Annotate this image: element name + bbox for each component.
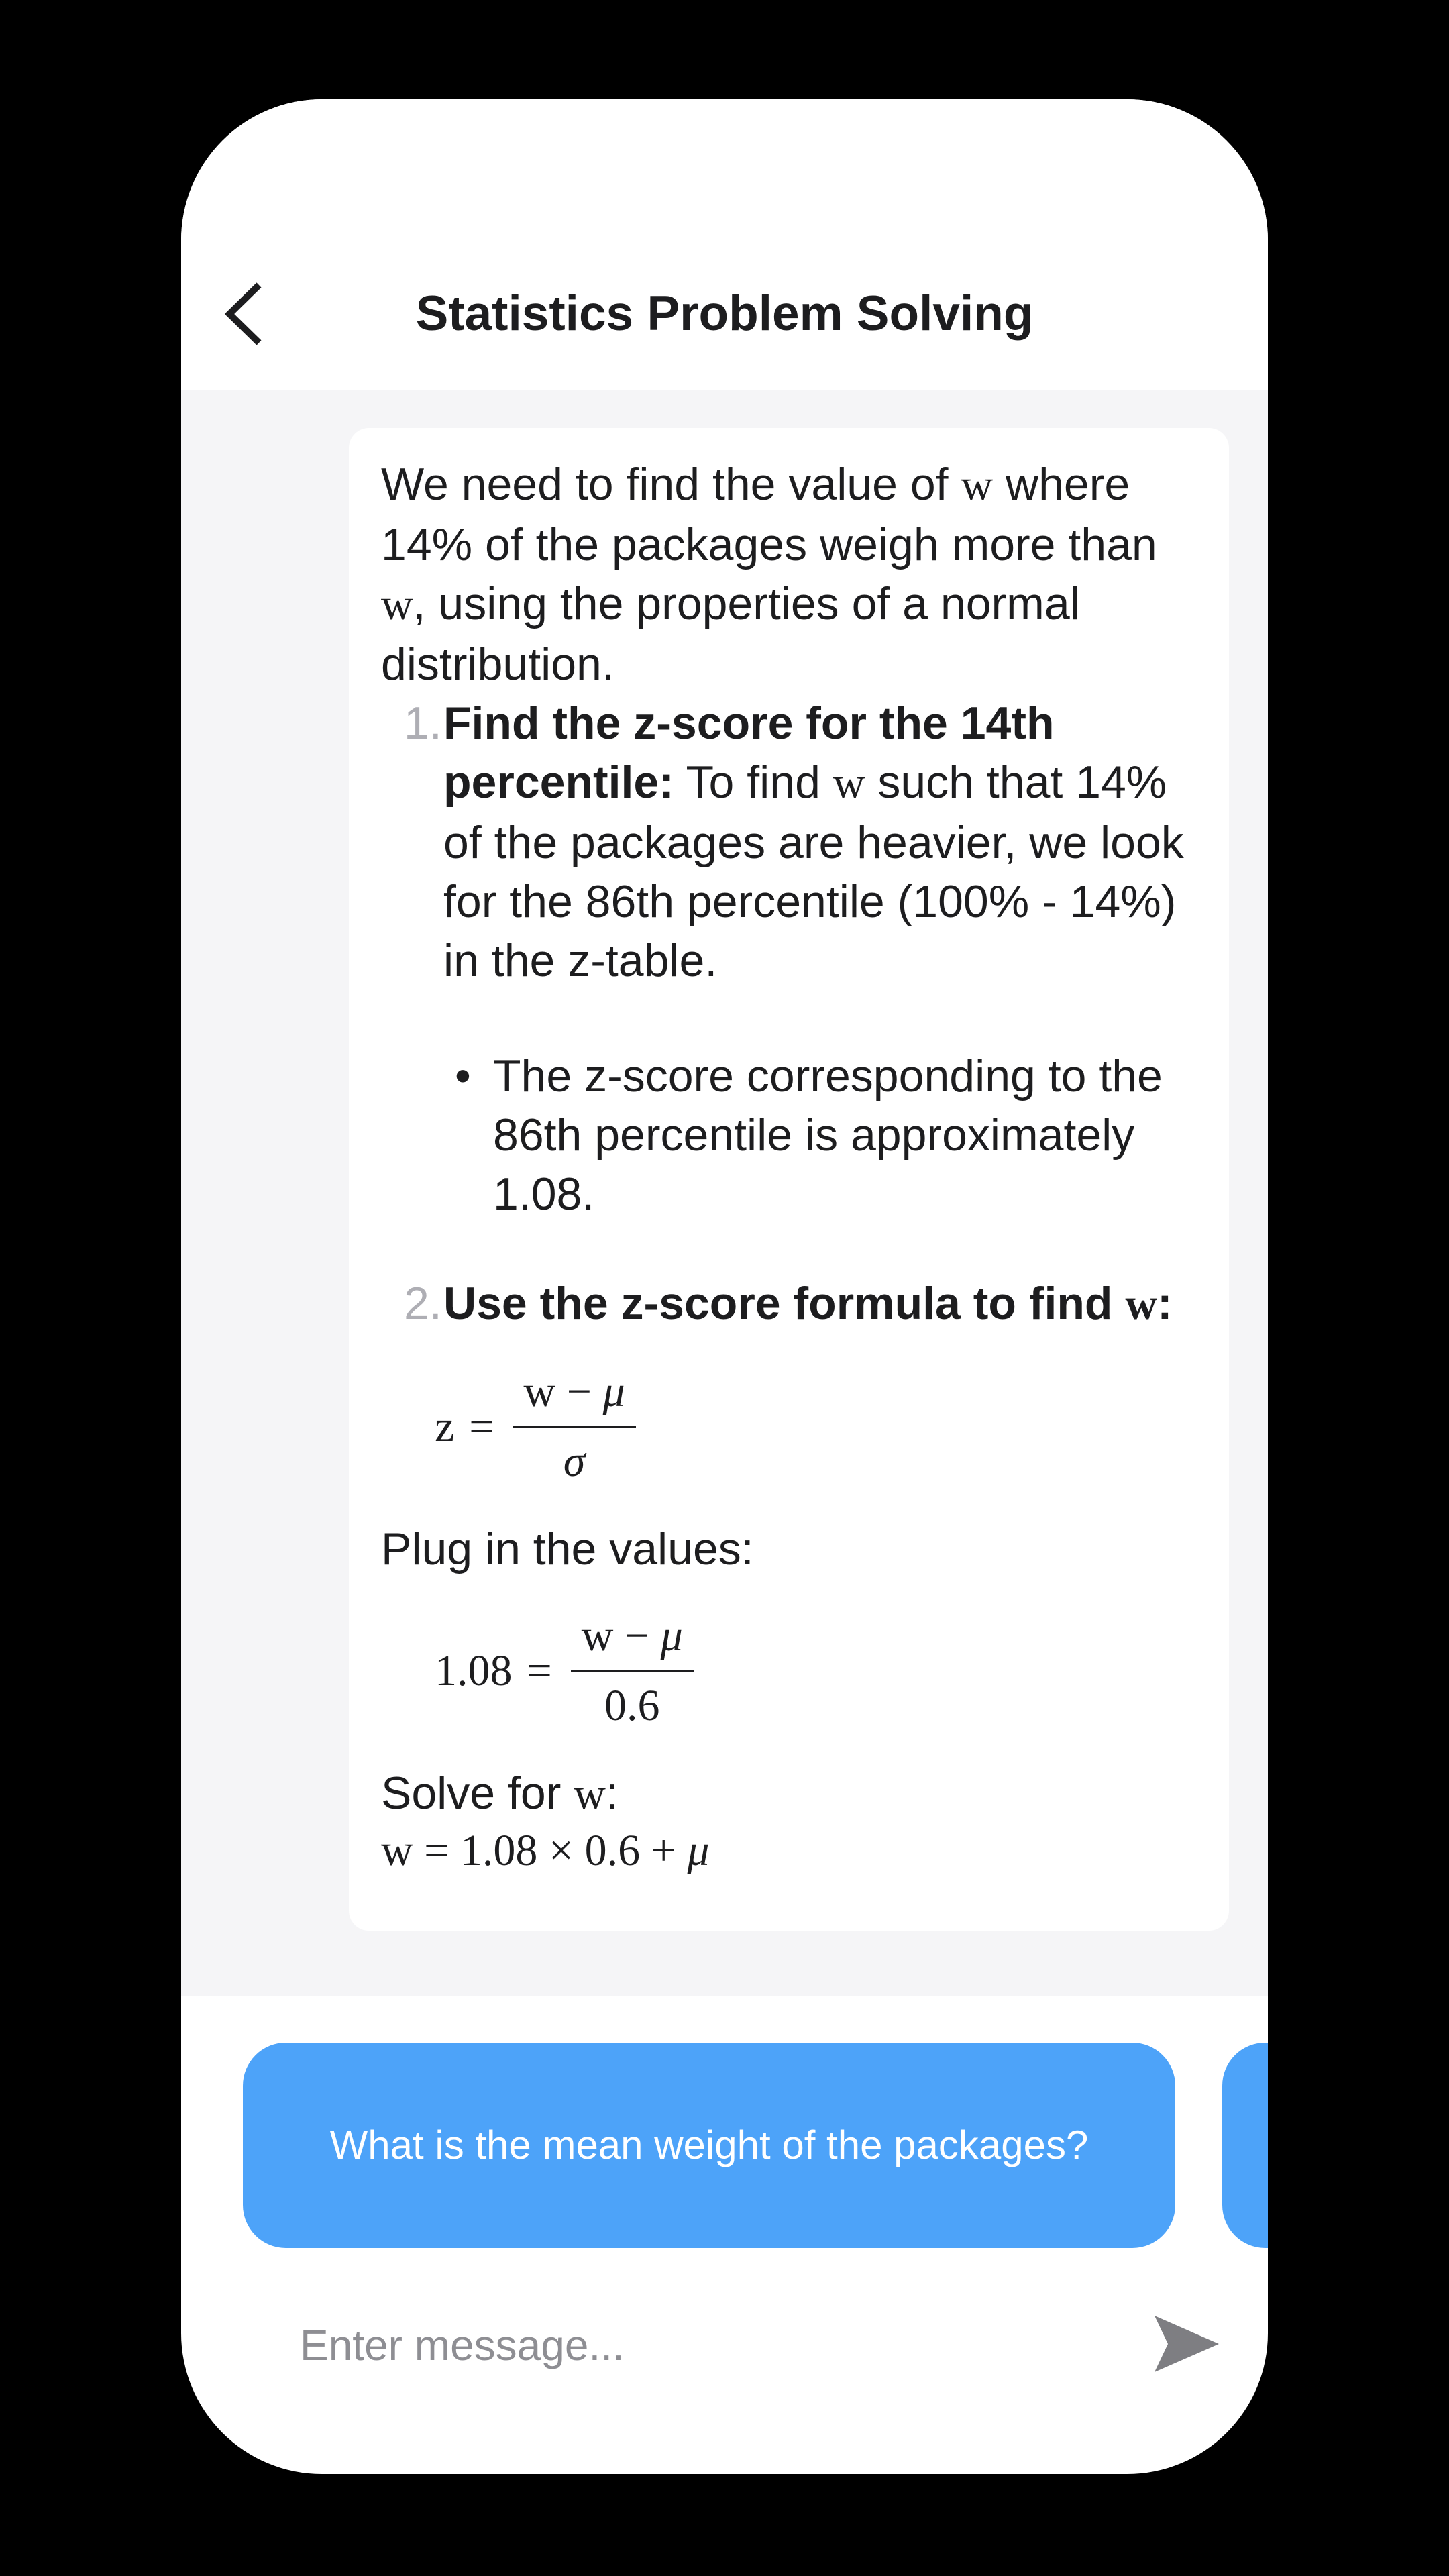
list-number: 2. bbox=[404, 1278, 442, 1329]
suggestion-bubble-1-label: What is the mean weight of the packages? bbox=[329, 2123, 1089, 2167]
fraction: $\frac{w - \mu}{0.6}$ bbox=[571, 1611, 694, 1731]
formula-plugged: 1.08 = $\frac{w - \mu}{0.6}$ bbox=[435, 1611, 1197, 1731]
list-item-1-text: Find the z-score for the 14th percentile: To find w such that 14% of the packages are heavier, we look for the 86th percentile (100% - 14%) in the z-table. bbox=[443, 698, 1184, 986]
formula-solved: w = 1.08 × 0.6 + μ bbox=[381, 1825, 710, 1875]
suggestion-bubble-2[interactable] bbox=[1222, 2043, 1268, 2248]
messages-scroll-area[interactable] bbox=[181, 390, 1268, 1996]
navigation-bar bbox=[181, 99, 1268, 390]
bullet-marker: • bbox=[455, 1051, 471, 1102]
fraction: $\frac{w - \mu}{\sigma}$ bbox=[513, 1366, 636, 1487]
list-item-2-text: Use the z-score formula to find w: bbox=[443, 1278, 1173, 1329]
formula-z-score: z = $\frac{w - \mu}{\sigma}$ bbox=[435, 1366, 1197, 1487]
message-input[interactable] bbox=[300, 2308, 1071, 2382]
send-button[interactable] bbox=[1152, 2313, 1222, 2375]
intro-paragraph: We need to find the value of w where 14% of the packages weigh more than w, using the properties of a normal distribution. bbox=[381, 459, 1157, 690]
bullet-item bbox=[455, 1046, 1197, 1224]
suggestion-bubble-1[interactable] bbox=[243, 2043, 1175, 2248]
bullet-text: The z-score corresponding to the 86th percentile is approximately 1.08. bbox=[493, 1051, 1163, 1220]
list-number: 1. bbox=[404, 698, 442, 749]
list-item-1 bbox=[404, 694, 1197, 990]
assistant-message-card bbox=[349, 428, 1229, 1931]
plug-in-label: Plug in the values: bbox=[381, 1523, 754, 1574]
list-item-2 bbox=[404, 1274, 1197, 1334]
page-title: Statistics Problem Solving bbox=[415, 286, 1034, 341]
phone-frame bbox=[181, 99, 1268, 2474]
send-arrow-icon bbox=[1152, 2367, 1222, 2377]
solve-label: Solve for w: bbox=[381, 1767, 619, 1819]
